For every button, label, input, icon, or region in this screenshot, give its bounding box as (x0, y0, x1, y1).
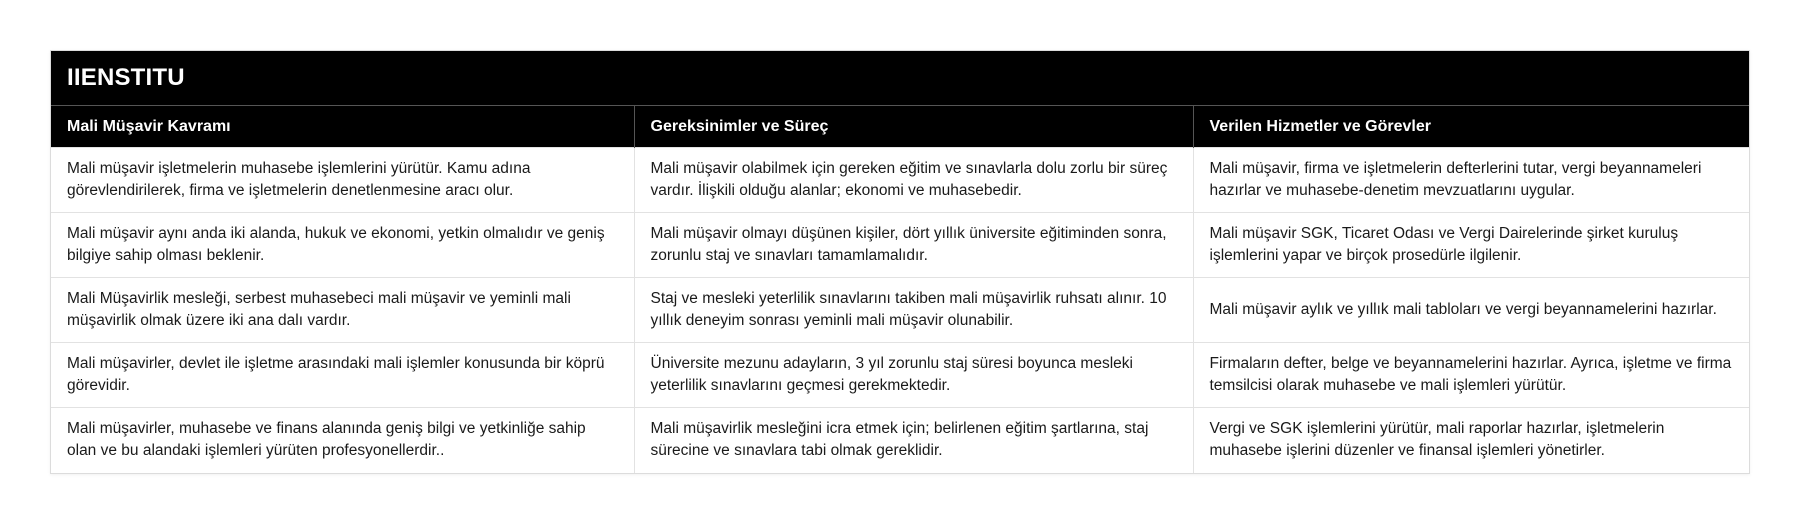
table-cell: Mali müşavir, firma ve işletmelerin defterlerini tutar, vergi beyannameleri hazırlar ve muhasebe-denetim mevzuatlarını uygular. (1193, 148, 1749, 213)
table-cell: Vergi ve SGK işlemlerini yürütür, mali raporlar hazırlar, işletmelerin muhasebe işlerini düzenler ve finansal işlemleri yönetirler. (1193, 408, 1749, 473)
table-cell: Mali müşavir aylık ve yıllık mali tabloları ve vergi beyannamelerini hazırlar. (1193, 278, 1749, 343)
table-row (51, 408, 1749, 473)
table-cell: Mali müşavir olabilmek için gereken eğitim ve sınavlarla dolu zorlu bir süreç vardır. İlişkili olduğu alanlar; ekonomi ve muhasebedir. (634, 148, 1193, 213)
table-cell: Mali müşavir SGK, Ticaret Odası ve Vergi Dairelerinde şirket kuruluş işlemlerini yapar ve birçok prosedürle ilgilenir. (1193, 213, 1749, 278)
table-cell: Mali Müşavirlik mesleği, serbest muhasebeci mali müşavir ve yeminli mali müşavirlik olmak üzere iki ana dalı vardır. (51, 278, 634, 343)
column-header: Mali Müşavir Kavramı (51, 106, 634, 148)
table-cell: Staj ve mesleki yeterlilik sınavlarını takiben mali müşavirlik ruhsatı alınır. 10 yıllık deneyim sonrası yeminli mali müşavir olunabilir. (634, 278, 1193, 343)
column-header: Verilen Hizmetler ve Görevler (1193, 106, 1749, 148)
table-cell: Firmaların defter, belge ve beyannamelerini hazırlar. Ayrıca, işletme ve firma temsilcisi olarak muhasebe ve mali işlemleri yürütür. (1193, 343, 1749, 408)
column-header: Gereksinimler ve Süreç (634, 106, 1193, 148)
comparison-table (51, 105, 1749, 473)
table-cell: Üniversite mezunu adayların, 3 yıl zorunlu staj süresi boyunca mesleki yeterlilik sınavlarını geçmesi gerekmektedir. (634, 343, 1193, 408)
table-cell: Mali müşavir işletmelerin muhasebe işlemlerini yürütür. Kamu adına görevlendirilerek, firma ve işletmelerin denetlenmesine aracı olur. (51, 148, 634, 213)
table-row (51, 213, 1749, 278)
table-row (51, 148, 1749, 213)
table-header-row (51, 106, 1749, 148)
table-cell: Mali müşavirler, devlet ile işletme arasındaki mali işlemler konusunda bir köprü görevidir. (51, 343, 634, 408)
table-cell: Mali müşavir aynı anda iki alanda, hukuk ve ekonomi, yetkin olmalıdır ve geniş bilgiye sahip olması beklenir. (51, 213, 634, 278)
table-cell: Mali müşavir olmayı düşünen kişiler, dört yıllık üniversite eğitiminden sonra, zorunlu staj ve sınavları tamamlamalıdır. (634, 213, 1193, 278)
table-cell: Mali müşavirler, muhasebe ve finans alanında geniş bilgi ve yetkinliğe sahip olan ve bu alandaki işlemleri yürüten profesyonellerdir.. (51, 408, 634, 473)
brand-title: IIENSTITU (51, 51, 1749, 105)
table-row (51, 278, 1749, 343)
info-table-card (50, 50, 1750, 474)
table-cell: Mali müşavirlik mesleğini icra etmek için; belirlenen eğitim şartlarına, staj sürecine ve sınavlara tabi olmak gereklidir. (634, 408, 1193, 473)
table-row (51, 343, 1749, 408)
